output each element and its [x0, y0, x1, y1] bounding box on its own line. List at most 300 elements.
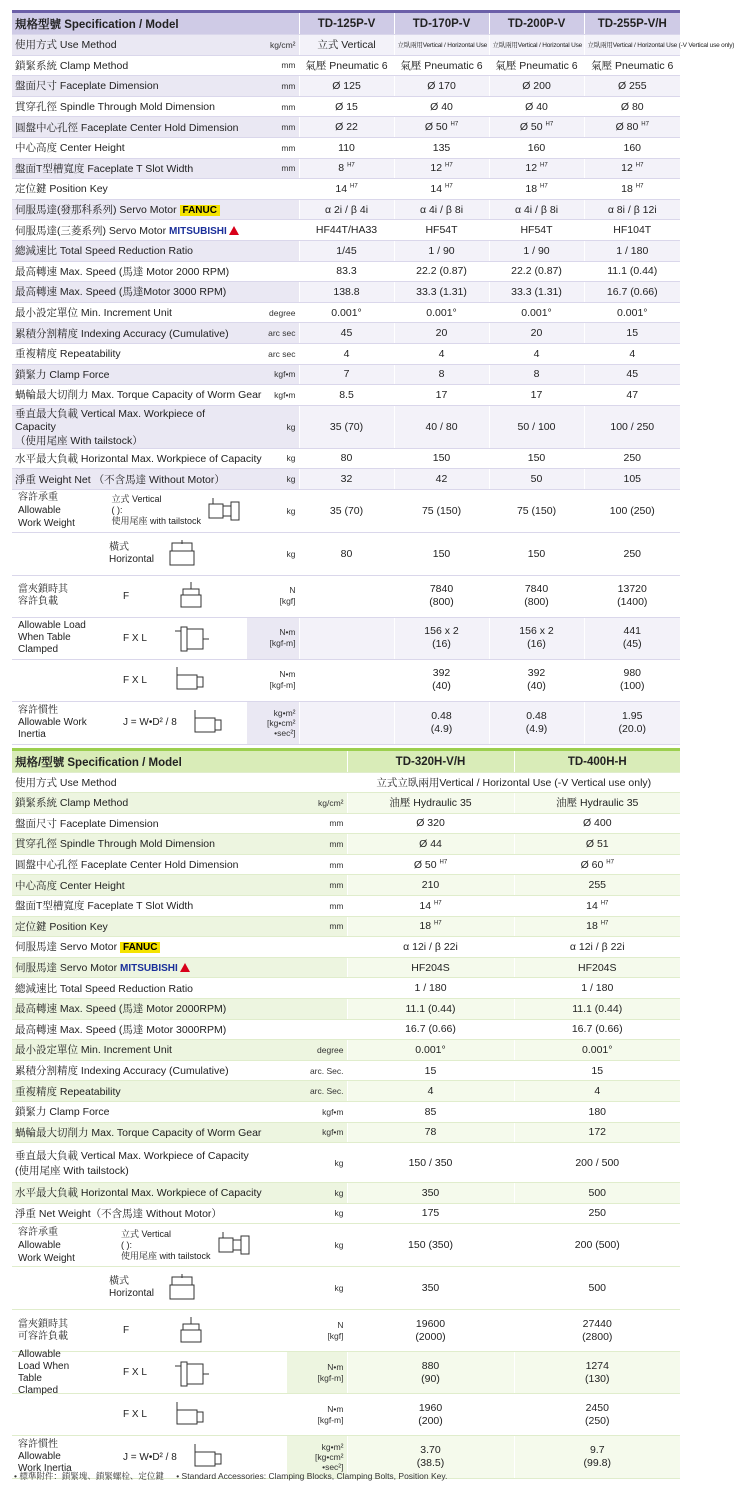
row-unit: kg [287, 1224, 347, 1267]
row-unit: kg [247, 448, 299, 469]
row-label-text: 伺服馬達 Servo Motor [15, 941, 118, 954]
spec-row [12, 282, 680, 303]
spec-row [12, 364, 680, 385]
spec-row [12, 220, 680, 241]
sub-label-line: ( ): [121, 1239, 132, 1250]
spec-row [12, 895, 680, 916]
spec-value: Ø 50 $^{H7}$ [394, 117, 489, 138]
row-label-text: 重複精度 Repeatability [15, 1085, 121, 1098]
row-label-text: 圓盤中心孔徑 Faceplate Center Hold Dimension [15, 121, 239, 134]
group-label-line: 容許承重 [18, 492, 58, 504]
row-label [12, 813, 287, 834]
row-label-text: 水平最大負載 Horizontal Max. Workpiece of Capacity [15, 1187, 262, 1200]
row-label-text: 最高轉速 Max. Speed (馬達 Motor 3000RPM) [15, 1023, 227, 1036]
value-line: 1960 [418, 1401, 443, 1414]
spec-value: HF204S [347, 957, 514, 978]
spec-value: 氣壓 Pneumatic 6 [394, 55, 489, 76]
spec-row [12, 35, 680, 56]
spec-value: 150 / 350 [347, 1143, 514, 1183]
spec-row [12, 469, 680, 490]
value-line: 13720 [617, 583, 647, 596]
row-unit [247, 240, 299, 261]
row-unit: kg/cm² [247, 35, 299, 56]
row-unit: kg [247, 489, 299, 532]
load-type-label: F X L [123, 632, 147, 644]
row-unit: kg [247, 532, 299, 575]
spec-value: Ø 50 $^{H7}$ [489, 117, 584, 138]
row-unit [247, 701, 299, 744]
spec-value [584, 575, 680, 617]
row-unit: kgf•m [247, 385, 299, 406]
spec-value: 150 [394, 448, 489, 469]
value-line: (45) [622, 638, 642, 651]
spec-value: 1 / 180 [584, 240, 680, 261]
value-line: (100) [620, 680, 645, 693]
spec-value: 立臥兩用Vertical / Horizontal Use (-V Vertical use only) [584, 35, 680, 56]
spec-value: 45 [584, 364, 680, 385]
value-line: 9.7 [589, 1444, 605, 1457]
row-label-text: 鎖緊力 Clamp Force [15, 368, 110, 381]
row-label [12, 1203, 287, 1224]
row-label-text: 伺服馬達(三菱系列) Servo Motor [15, 224, 167, 237]
row-label [12, 875, 287, 896]
clamped-load-row [12, 617, 680, 659]
spec-row [12, 385, 680, 406]
sub-label-line: 使用尾座 with tailstock [121, 1250, 211, 1261]
row-unit: mm [247, 76, 299, 97]
spec-value: 16.7 (0.66) [584, 282, 680, 303]
sub-label-line: 立式 Vertical [111, 494, 162, 505]
group-label-line: Work Weight [18, 518, 75, 530]
unit-line: [kg•cm² [267, 717, 296, 728]
value-line: 7840 [524, 583, 549, 596]
spec-value [347, 1394, 514, 1436]
row-unit [287, 998, 347, 1019]
tolerance-sup: H7 [433, 920, 442, 927]
spec-value: 33.3 (1.31) [489, 282, 584, 303]
spec-value [514, 1436, 680, 1479]
spec-table-1 [12, 10, 734, 745]
spec-value: 15 [514, 1060, 680, 1081]
spec-row [12, 937, 680, 958]
spec-value: 油壓 Hydraulic 35 [514, 793, 680, 814]
spec-value: 150 [489, 448, 584, 469]
tolerance-sup: H7 [600, 920, 609, 927]
row-unit: kgf•m [287, 1122, 347, 1143]
sub-label-line: 立式 Vertical [121, 1228, 172, 1239]
spec-value: 350 [347, 1267, 514, 1310]
spec-value: 138.8 [299, 282, 394, 303]
spec-value: 50 [489, 469, 584, 490]
row-label-text: 最小設定單位 Min. Increment Unit [15, 307, 172, 320]
value-line: (4.9) [430, 722, 453, 735]
table1-header-row [12, 12, 680, 35]
table2-spec-heading: 規格/型號 Specification / Model [12, 750, 347, 773]
row-unit: arc sec [247, 343, 299, 364]
sub-label-line: 使用尾座 with tailstock [111, 516, 201, 527]
moment2-diagram-icon [171, 1400, 211, 1430]
spec-row [12, 1143, 680, 1183]
spec-value: 4 [299, 343, 394, 364]
row-label [12, 957, 287, 978]
allowable-weight-label-cell [12, 489, 247, 532]
sub-label-line: 橫式 [109, 541, 129, 553]
spec-value: Ø 255 [584, 76, 680, 97]
row-label-text: 鎖緊系統 Clamp Method [15, 59, 129, 72]
row-label-text: 定位鍵 Position Key [15, 920, 108, 933]
load-type-label: F [123, 1325, 130, 1337]
unit-line: N•m [327, 1361, 344, 1372]
spec-value: 18 $^{H7}$ [347, 916, 514, 937]
spec-row [12, 875, 680, 896]
group-label-line: 容許負載 [18, 596, 58, 608]
row-unit: kg [287, 1183, 347, 1204]
row-unit [247, 617, 299, 659]
footer-en: • Standard Accessories: Clamping Blocks, Clamping Bolts, Position Key. [176, 1471, 448, 1481]
spec-row [12, 1040, 680, 1061]
spec-value: 14 $^{H7}$ [347, 895, 514, 916]
spec-value: 4 [347, 1081, 514, 1102]
spec-value: 11.1 (0.44) [584, 261, 680, 282]
spec-value: α 8i / β 12i [584, 199, 680, 220]
value-line: 880 [421, 1359, 440, 1372]
spec-value: 150 [394, 532, 489, 575]
spec-row [12, 137, 680, 158]
spec-value [347, 1352, 514, 1394]
row-label-text: 鎖緊力 Clamp Force [15, 1106, 110, 1119]
row-label-text: 貫穿孔徑 Spindle Through Mold Dimension [15, 101, 215, 114]
tolerance-sup: H7 [439, 859, 448, 866]
spec-value: 12 $^{H7}$ [584, 158, 680, 179]
inertia-formula: J = W•D² / 8 [123, 1451, 177, 1463]
spec-value: 氣壓 Pneumatic 6 [299, 55, 394, 76]
unit-line: N [289, 585, 296, 596]
clamped-load-row [12, 1310, 680, 1352]
row-label [12, 834, 287, 855]
row-label-text: 伺服馬達(發那科系列) Servo Motor [15, 204, 177, 217]
force-diagram-icon [171, 1316, 211, 1346]
inertia-label-cell [12, 701, 247, 744]
row-label-text: 盤面T型槽寬度 Faceplate T Slot Width [15, 900, 194, 913]
fanuc-logo: FANUC [120, 942, 160, 953]
row-label [12, 343, 247, 364]
group-label-line: Inertia [18, 728, 46, 740]
spec-value: 160 [489, 137, 584, 158]
spec-value: HF54T [489, 220, 584, 241]
spec-value: 氣壓 Pneumatic 6 [584, 55, 680, 76]
row-label [12, 1122, 287, 1143]
spec-value: 17 [394, 385, 489, 406]
spec-value: 0.001° [394, 302, 489, 323]
value-line: (16) [527, 638, 546, 651]
spec-value [299, 659, 394, 701]
table2-use-method-row [12, 773, 680, 793]
row-label-text: 累積分割精度 Indexing Accuracy (Cumulative) [15, 327, 229, 340]
spec-value: 1 / 90 [394, 240, 489, 261]
group-label-line: 容許承重 [18, 1226, 58, 1238]
spec-value: Ø 400 [514, 813, 680, 834]
inertia-diagram-icon [189, 708, 229, 738]
spec-value: 立臥兩用Vertical / Horizontal Use [489, 35, 584, 56]
sub-label-line: Horizontal [109, 1288, 155, 1300]
spec-value: 11.1 (0.44) [347, 998, 514, 1019]
spec-value: Ø 170 [394, 76, 489, 97]
row-label-text: 總減速比 Total Speed Reduction Ratio [15, 245, 194, 258]
value-line: (40) [527, 680, 546, 693]
spec-value [489, 701, 584, 744]
spec-value: 12 $^{H7}$ [489, 158, 584, 179]
group-label-line: Allowable [18, 1348, 61, 1360]
model-heading: TD-320H-V/H [347, 750, 514, 773]
row-label-text: 累積分割精度 Indexing Accuracy (Cumulative) [15, 1065, 229, 1078]
clamped-load-label-cell [12, 617, 247, 659]
spec-value: HF104T [584, 220, 680, 241]
value-line: (20.0) [618, 722, 646, 735]
spec-row [12, 179, 680, 200]
row-label [12, 1101, 287, 1122]
row-unit [247, 659, 299, 701]
row-label-text: 伺服馬達 Servo Motor [15, 962, 118, 975]
tolerance-sup: H7 [606, 859, 614, 866]
spec-value: 250 [514, 1203, 680, 1224]
spec-row [12, 240, 680, 261]
spec-value: 氣壓 Pneumatic 6 [489, 55, 584, 76]
spec-value: 15 [584, 323, 680, 344]
clamped-load-label-cell [12, 1394, 287, 1436]
value-line: 441 [623, 625, 642, 638]
value-line: 0.48 [431, 709, 452, 722]
group-label-line: Allowable [18, 1451, 61, 1463]
spec-value [514, 1310, 680, 1352]
row-unit: arc. Sec. [287, 1081, 347, 1102]
spec-value: 8 $^{H7}$ [299, 158, 394, 179]
allowable-weight-horizontal-row [12, 1267, 680, 1310]
value-line: 156 x 2 [519, 625, 554, 638]
value-line: (250) [584, 1414, 610, 1427]
spec-value: 250 [584, 448, 680, 469]
row-unit [287, 1310, 347, 1352]
spec-value: 1/45 [299, 240, 394, 261]
row-unit: kg [287, 1203, 347, 1224]
row-label [12, 895, 287, 916]
row-label-text: 重複精度 Repeatability [15, 348, 121, 361]
sub-label-line: Horizontal [109, 553, 155, 565]
row-unit: mm [287, 916, 347, 937]
row-label-text: 中心高度 Center Height [15, 142, 125, 155]
row-unit [247, 261, 299, 282]
spec-value: 100 (250) [584, 489, 680, 532]
force-diagram-icon [171, 581, 211, 611]
row-label [12, 35, 247, 56]
spec-value: 160 [584, 137, 680, 158]
spec-value: 15 [347, 1060, 514, 1081]
spec-row [12, 1081, 680, 1102]
row-unit: mm [287, 834, 347, 855]
unit-line: [kgf-m] [317, 1414, 344, 1425]
row-label-text: 最高轉速 Max. Speed (馬達 Motor 2000 RPM) [15, 265, 230, 278]
row-label-text: 中心高度 Center Height [15, 879, 125, 892]
spec-value: 16.7 (0.66) [514, 1019, 680, 1040]
spec-value: HF44T/HA33 [299, 220, 394, 241]
value-line: 7840 [429, 583, 454, 596]
model-heading: TD-170P-V [394, 12, 489, 35]
value-line: (2000) [415, 1330, 446, 1343]
spec-value: 17 [489, 385, 584, 406]
value-line: 392 [432, 667, 451, 680]
fanuc-logo: FANUC [180, 205, 220, 216]
table1-spec-heading: 規格型號 Specification / Model [12, 12, 299, 35]
row-label-text: 蝸輪最大切削力 Max. Torque Capacity of Worm Gear [15, 1126, 262, 1139]
row-label [12, 1143, 287, 1183]
spec-value: 4 [584, 343, 680, 364]
value-line: 980 [623, 667, 642, 680]
row-unit: mm [247, 55, 299, 76]
spec-value: 4 [394, 343, 489, 364]
horizontal-diagram-icon [162, 539, 202, 569]
spec-value: Ø 40 [489, 96, 584, 117]
row-label-text: 垂直最大負載 Vertical Max. Workpiece of Capacity [15, 1149, 249, 1162]
group-label-line: Allowable Load [18, 620, 86, 632]
row-label [12, 916, 287, 937]
horizontal-diagram-icon [162, 1273, 202, 1303]
value-line: (38.5) [416, 1457, 445, 1470]
spec-row [12, 1101, 680, 1122]
spec-value: Ø 125 [299, 76, 394, 97]
value-line: (2800) [582, 1330, 613, 1343]
load-type-label: F X L [123, 674, 147, 686]
group-label-line: 容許慣性 [18, 1439, 58, 1451]
sub-label-line: 橫式 [109, 1276, 129, 1288]
spec-value: 35 (70) [299, 489, 394, 532]
spec-row [12, 448, 680, 469]
row-unit: mm [247, 117, 299, 138]
row-unit: mm [247, 137, 299, 158]
spec-value: α 4i / β 8i [489, 199, 584, 220]
model-heading: TD-255P-V/H [584, 12, 680, 35]
row-label [12, 302, 247, 323]
row-label-text: 使用方式 Use Method [15, 39, 117, 52]
load-type-label: F X L [123, 1409, 147, 1421]
row-label-text: 最高轉速 Max. Speed (馬達Motor 3000 RPM) [15, 286, 227, 299]
sub-label-line: ( ): [111, 505, 123, 516]
row-label [12, 96, 247, 117]
row-unit [287, 978, 347, 999]
spec-value: 75 (150) [489, 489, 584, 532]
spec-table-2 [12, 748, 680, 1479]
row-unit: degree [247, 302, 299, 323]
allowable-weight-label-cell [12, 532, 247, 575]
spec-value: Ø 200 [489, 76, 584, 97]
mitsubishi-diamond-icon [180, 963, 190, 972]
row-label-sub: (使用尾座 With tailstock) [15, 1164, 129, 1177]
unit-line: N•m [279, 627, 296, 638]
value-line: 1274 [585, 1359, 609, 1372]
value-line: 3.70 [420, 1444, 441, 1457]
spec-value: 75 (150) [394, 489, 489, 532]
moment-diagram-icon [171, 1358, 211, 1388]
row-label-sub: （使用尾座 With tailstock） [15, 434, 143, 447]
spec-value: 14 $^{H7}$ [394, 179, 489, 200]
row-label [12, 55, 247, 76]
value-line: (800) [429, 596, 454, 609]
group-label-line: Allowable [18, 1239, 61, 1251]
spec-value: 110 [299, 137, 394, 158]
row-unit [247, 575, 299, 617]
row-unit [247, 220, 299, 241]
spec-value: 1 / 180 [347, 978, 514, 999]
spec-row [12, 1060, 680, 1081]
row-unit: kg [287, 1143, 347, 1183]
group-label-line: Work Inertia [18, 1463, 72, 1475]
spec-value: 150 [489, 532, 584, 575]
table2-header-row [12, 750, 680, 773]
spec-row [12, 158, 680, 179]
spec-value [299, 617, 394, 659]
group-label-line: 當夾鎖時其 [18, 584, 68, 596]
spec-row [12, 117, 680, 138]
row-label [12, 978, 287, 999]
row-unit: mm [247, 96, 299, 117]
spec-value: 47 [584, 385, 680, 406]
unit-line: [kgf-m] [269, 680, 296, 691]
spec-value [347, 1310, 514, 1352]
spec-value: 16.7 (0.66) [347, 1019, 514, 1040]
allowable-weight-horizontal-row [12, 532, 680, 575]
spec-value: α 12i / β 22i [514, 937, 680, 958]
row-label-text: 盤面尺寸 Faceplate Dimension [15, 80, 159, 93]
row-unit: kg/cm² [287, 793, 347, 814]
allowable-weight-label-cell [12, 1267, 287, 1310]
inertia-row [12, 701, 680, 744]
spec-value: Ø 22 [299, 117, 394, 138]
row-label [12, 937, 287, 958]
spec-value: 8.5 [299, 385, 394, 406]
spec-value [514, 1352, 680, 1394]
unit-line: N [337, 1319, 344, 1330]
row-unit: arc. Sec. [287, 1060, 347, 1081]
value-line: (4.9) [525, 722, 548, 735]
clamped-load-label-cell [12, 575, 247, 617]
unit-line: [kgf] [327, 1330, 344, 1341]
value-line: 27440 [582, 1317, 612, 1330]
unit-line: [kg•cm² [315, 1452, 344, 1463]
spec-value [489, 617, 584, 659]
row-label [12, 199, 247, 220]
row-label-text: 總減速比 Total Speed Reduction Ratio [15, 982, 194, 995]
row-label [12, 137, 247, 158]
spec-value: Ø 51 [514, 834, 680, 855]
unit-line: N•m [279, 669, 296, 680]
spec-value: 14 $^{H7}$ [514, 895, 680, 916]
value-line: (1400) [617, 596, 648, 609]
row-label-text: 最小設定單位 Min. Increment Unit [15, 1044, 172, 1057]
spec-row [12, 916, 680, 937]
row-unit: kgf•m [247, 364, 299, 385]
spec-row [12, 343, 680, 364]
spec-value: 0.001° [514, 1040, 680, 1061]
row-label-text: 盤面T型槽寬度 Faceplate T Slot Width [15, 162, 194, 175]
spec-value: 172 [514, 1122, 680, 1143]
tolerance-sup: H7 [600, 900, 609, 907]
spec-value: 42 [394, 469, 489, 490]
spec-value: 83.3 [299, 261, 394, 282]
spec-row [12, 76, 680, 97]
mitsubishi-logo: MITSUBISHI [120, 963, 178, 975]
spec-value: 1 / 180 [514, 978, 680, 999]
spec-row [12, 834, 680, 855]
unit-line: [kgf-m] [269, 638, 296, 649]
spec-value: 255 [514, 875, 680, 896]
